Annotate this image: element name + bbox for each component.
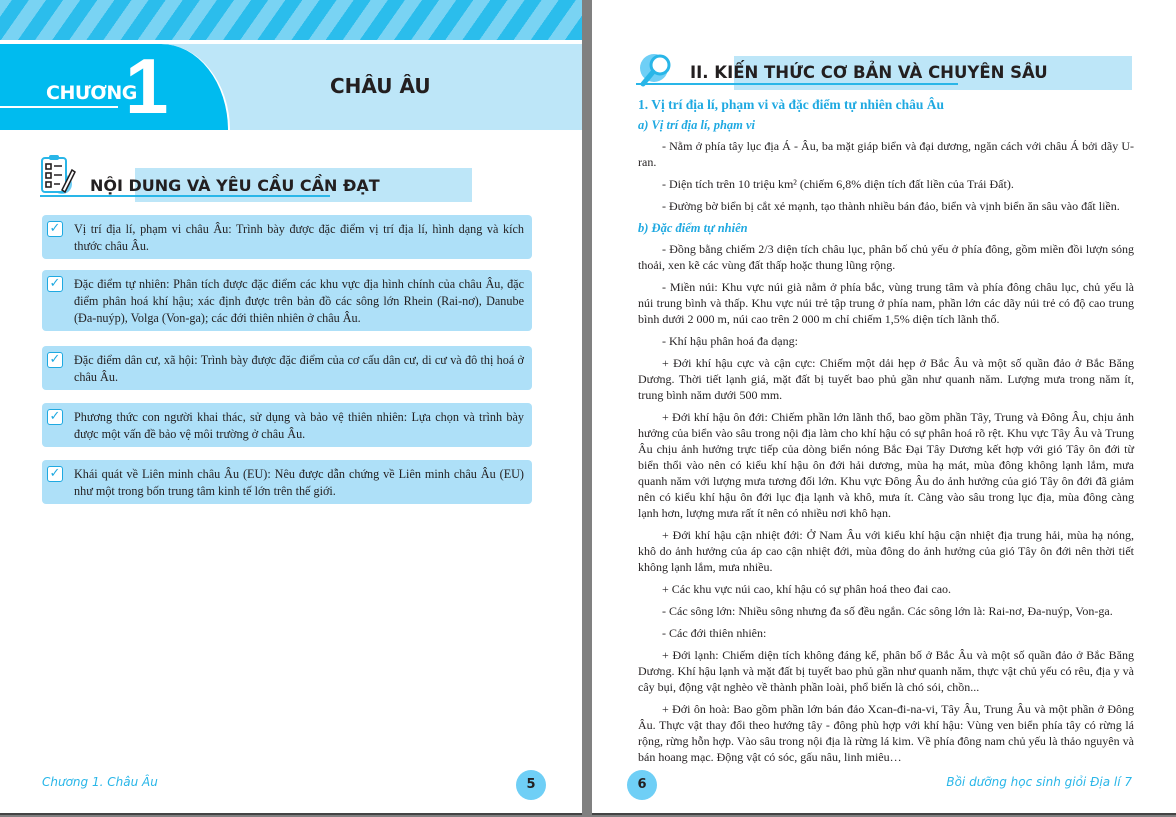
page-footer: Chương 1. Châu Âu (42, 775, 158, 789)
checkbox-icon: ✓ (47, 409, 63, 425)
section-underline (636, 83, 958, 85)
requirement-item (42, 346, 532, 390)
paragraph: + Các khu vực núi cao, khí hậu có sự phân hoá theo đai cao. (662, 582, 952, 596)
section-title: NỘI DUNG VÀ YÊU CẦU CẦN ĐẠT (90, 176, 380, 195)
requirement-item (42, 270, 532, 331)
chapter-underline (0, 106, 118, 108)
striped-header (0, 0, 582, 40)
requirement-text: Vị trí địa lí, phạm vi châu Âu: Trình bày được đặc điểm vị trí địa lí, hình dạng và kích thước châu Âu. (74, 222, 524, 253)
requirement-text: Đặc điểm dân cư, xã hội: Trình bày được đặc điểm của cơ cấu dân cư, di cư và đô thị hoá ở châu Âu. (74, 353, 524, 384)
chapter-label: CHƯƠNG (46, 82, 137, 104)
page-footer: Bồi dưỡng học sinh giỏi Địa lí 7 (946, 775, 1132, 789)
paragraph: - Diện tích trên 10 triệu km² (chiếm 6,8% diện tích đất liền của Trái Đất). (662, 177, 1014, 191)
right-page (592, 0, 1176, 815)
requirement-item (42, 460, 532, 504)
heading: 1. Vị trí địa lí, phạm vi và đặc điểm tự nhiên châu Âu (638, 97, 945, 112)
page-edge (592, 813, 1176, 815)
subheading-a: a) Vị trí địa lí, phạm vi (638, 118, 756, 132)
paragraph: + Đới khí hậu cận nhiệt đới: Ở Nam Âu với kiểu khí hậu cận nhiệt địa trung hải, mùa hạ nóng, khô do ảnh hưởng của áp cao cận nhiệt đới, mùa đông do ảnh hưởng của gió Tây ôn đới nên thời tiết không lạnh lắm, mưa nhiều. (638, 528, 1134, 574)
checkbox-icon: ✓ (47, 466, 63, 482)
requirement-text: Đặc điểm tự nhiên: Phân tích được đặc điểm các khu vực địa hình chính của châu Âu, đặc điểm phân hoá khí hậu; xác định được trên bản đồ các sông lớn Rhein (Rai-nơ), Danube (Đa-nuýp), Volga (Von-ga); các đới thiên nhiên ở châu Âu. (74, 277, 524, 325)
paragraph: - Các đới thiên nhiên: (662, 626, 767, 640)
paragraph: - Đồng bằng chiếm 2/3 diện tích châu lục, phân bố chủ yếu ở phía đông, gồm miền đồi lượn sóng thoải, xen kẽ các vùng đất thấp hoặc thung lũng rộng. (638, 242, 1134, 272)
subheading-b: b) Đặc điểm tự nhiên (638, 221, 748, 235)
clipboard-checklist-icon (40, 154, 76, 201)
checkbox-icon: ✓ (47, 276, 63, 292)
paragraph: + Đới khí hậu ôn đới: Chiếm phần lớn lãnh thổ, bao gồm phần Tây, Trung và Đông Âu, chịu ảnh hưởng của biển vào sâu trong nội địa làm cho khí hậu có sự phân hoá rõ rệt. Khu vực Tây Âu và Trung Âu chịu ảnh hưởng trực tiếp của dòng biển nóng Bắc Đại Tây Dương kết hợp với gió Tây ôn đới từ biển thổi vào nên có kiểu khí hậu ôn đới hải dương, mùa hạ mát, mùa đông không lạnh lắm, mưa quanh năm với lượng mưa tương đối lớn. Khu vực Đông Âu do ảnh hưởng của gió Tây ôn đới đã giảm nên có kiểu khí hậu ôn đới lục địa lạnh và khô, mưa ít. Càng vào sâu trong lục địa, mùa đông càng lạnh hơn, lượng mưa rất ít nên có nhiều nơi khô hạn. (638, 410, 1134, 520)
page-edge (0, 813, 582, 815)
paragraph: + Đới khí hậu cực và cận cực: Chiếm một dải hẹp ở Bắc Âu và một số quần đảo ở Bắc Băng Dương. Thời tiết lạnh giá, mặt đất bị tuyết bao phủ gần như quanh năm. Lượng mưa trong năm ít, trung bình năm dưới 500 mm. (638, 356, 1134, 402)
paragraph: - Đường bờ biển bị cắt xẻ mạnh, tạo thành nhiều bán đảo, biển và vịnh biển ăn sâu vào đất liền. (662, 199, 1120, 213)
left-page (0, 0, 582, 815)
section-underline (40, 195, 330, 197)
page-number: 5 (516, 770, 546, 800)
chapter-number: 1 (125, 42, 169, 130)
page-number: 6 (627, 770, 657, 800)
paragraph: - Các sông lớn: Nhiều sông nhưng đa số đều ngắn. Các sông lớn là: Rai-nơ, Đa-nuýp, Von-ga. (662, 604, 1113, 618)
page-content (638, 96, 1134, 771)
requirement-text: Khái quát về Liên minh châu Âu (EU): Nêu được dẫn chứng về Liên minh châu Âu (EU) như một trong bốn trung tâm kinh tế lớn trên thế giới. (74, 467, 524, 498)
paragraph: - Nằm ở phía tây lục địa Á - Âu, ba mặt giáp biển và đại dương, ngăn cách với châu Á bởi dãy U-ran. (638, 139, 1134, 169)
requirement-text: Phương thức con người khai thác, sử dụng và bảo vệ thiên nhiên: Lựa chọn và trình bày được một vấn đề bảo vệ môi trường ở châu Âu. (74, 410, 524, 441)
requirement-item (42, 215, 532, 259)
magnifier-icon (638, 50, 678, 95)
paragraph: + Đới lạnh: Chiếm diện tích không đáng kể, phân bố ở Bắc Âu và một số quần đảo ở Bắc Băng Dương. Khí hậu lạnh và mặt đất bị tuyết bao phủ gần như quanh năm, thực vật chủ yếu có rêu, địa y và cây bụi, động vật nghèo về thành phần loài, phổ biến là chó sói, chồn... (638, 648, 1134, 694)
paragraph: - Khí hậu phân hoá đa dạng: (662, 334, 798, 348)
requirement-item (42, 403, 532, 447)
checkbox-icon: ✓ (47, 352, 63, 368)
section-title: II. KIẾN THỨC CƠ BẢN VÀ CHUYÊN SÂU (690, 63, 1048, 82)
checkbox-icon: ✓ (47, 221, 63, 237)
chapter-title: CHÂU ÂU (330, 74, 431, 98)
paragraph: + Đới ôn hoà: Bao gồm phần lớn bán đảo Xcan-đi-na-vi, Tây Âu, Trung Âu và một phần ở Đông Âu. Thực vật thay đổi theo hướng tây - đông phù hợp với khí hậu: Vùng ven biển phía tây có rừng lá rộng, rừng hỗn hợp. Vào sâu trong nội địa là rừng lá kim. Về phía đông nam chủ yếu là thảo nguyên và bán hoang mạc. Động vật có sóc, gấu nâu, linh miêu… (638, 702, 1134, 764)
paragraph: - Miền núi: Khu vực núi già nằm ở phía bắc, vùng trung tâm và phía đông châu lục, chủ yếu là núi trung bình và thấp. Khu vực núi trẻ tập trung ở phía nam, phần lớn các dãy núi trẻ có độ cao trung bình dưới 2 000 m, núi cao trên 2 000 m chỉ chiếm 1,5% diện tích lãnh thổ. (638, 280, 1134, 326)
